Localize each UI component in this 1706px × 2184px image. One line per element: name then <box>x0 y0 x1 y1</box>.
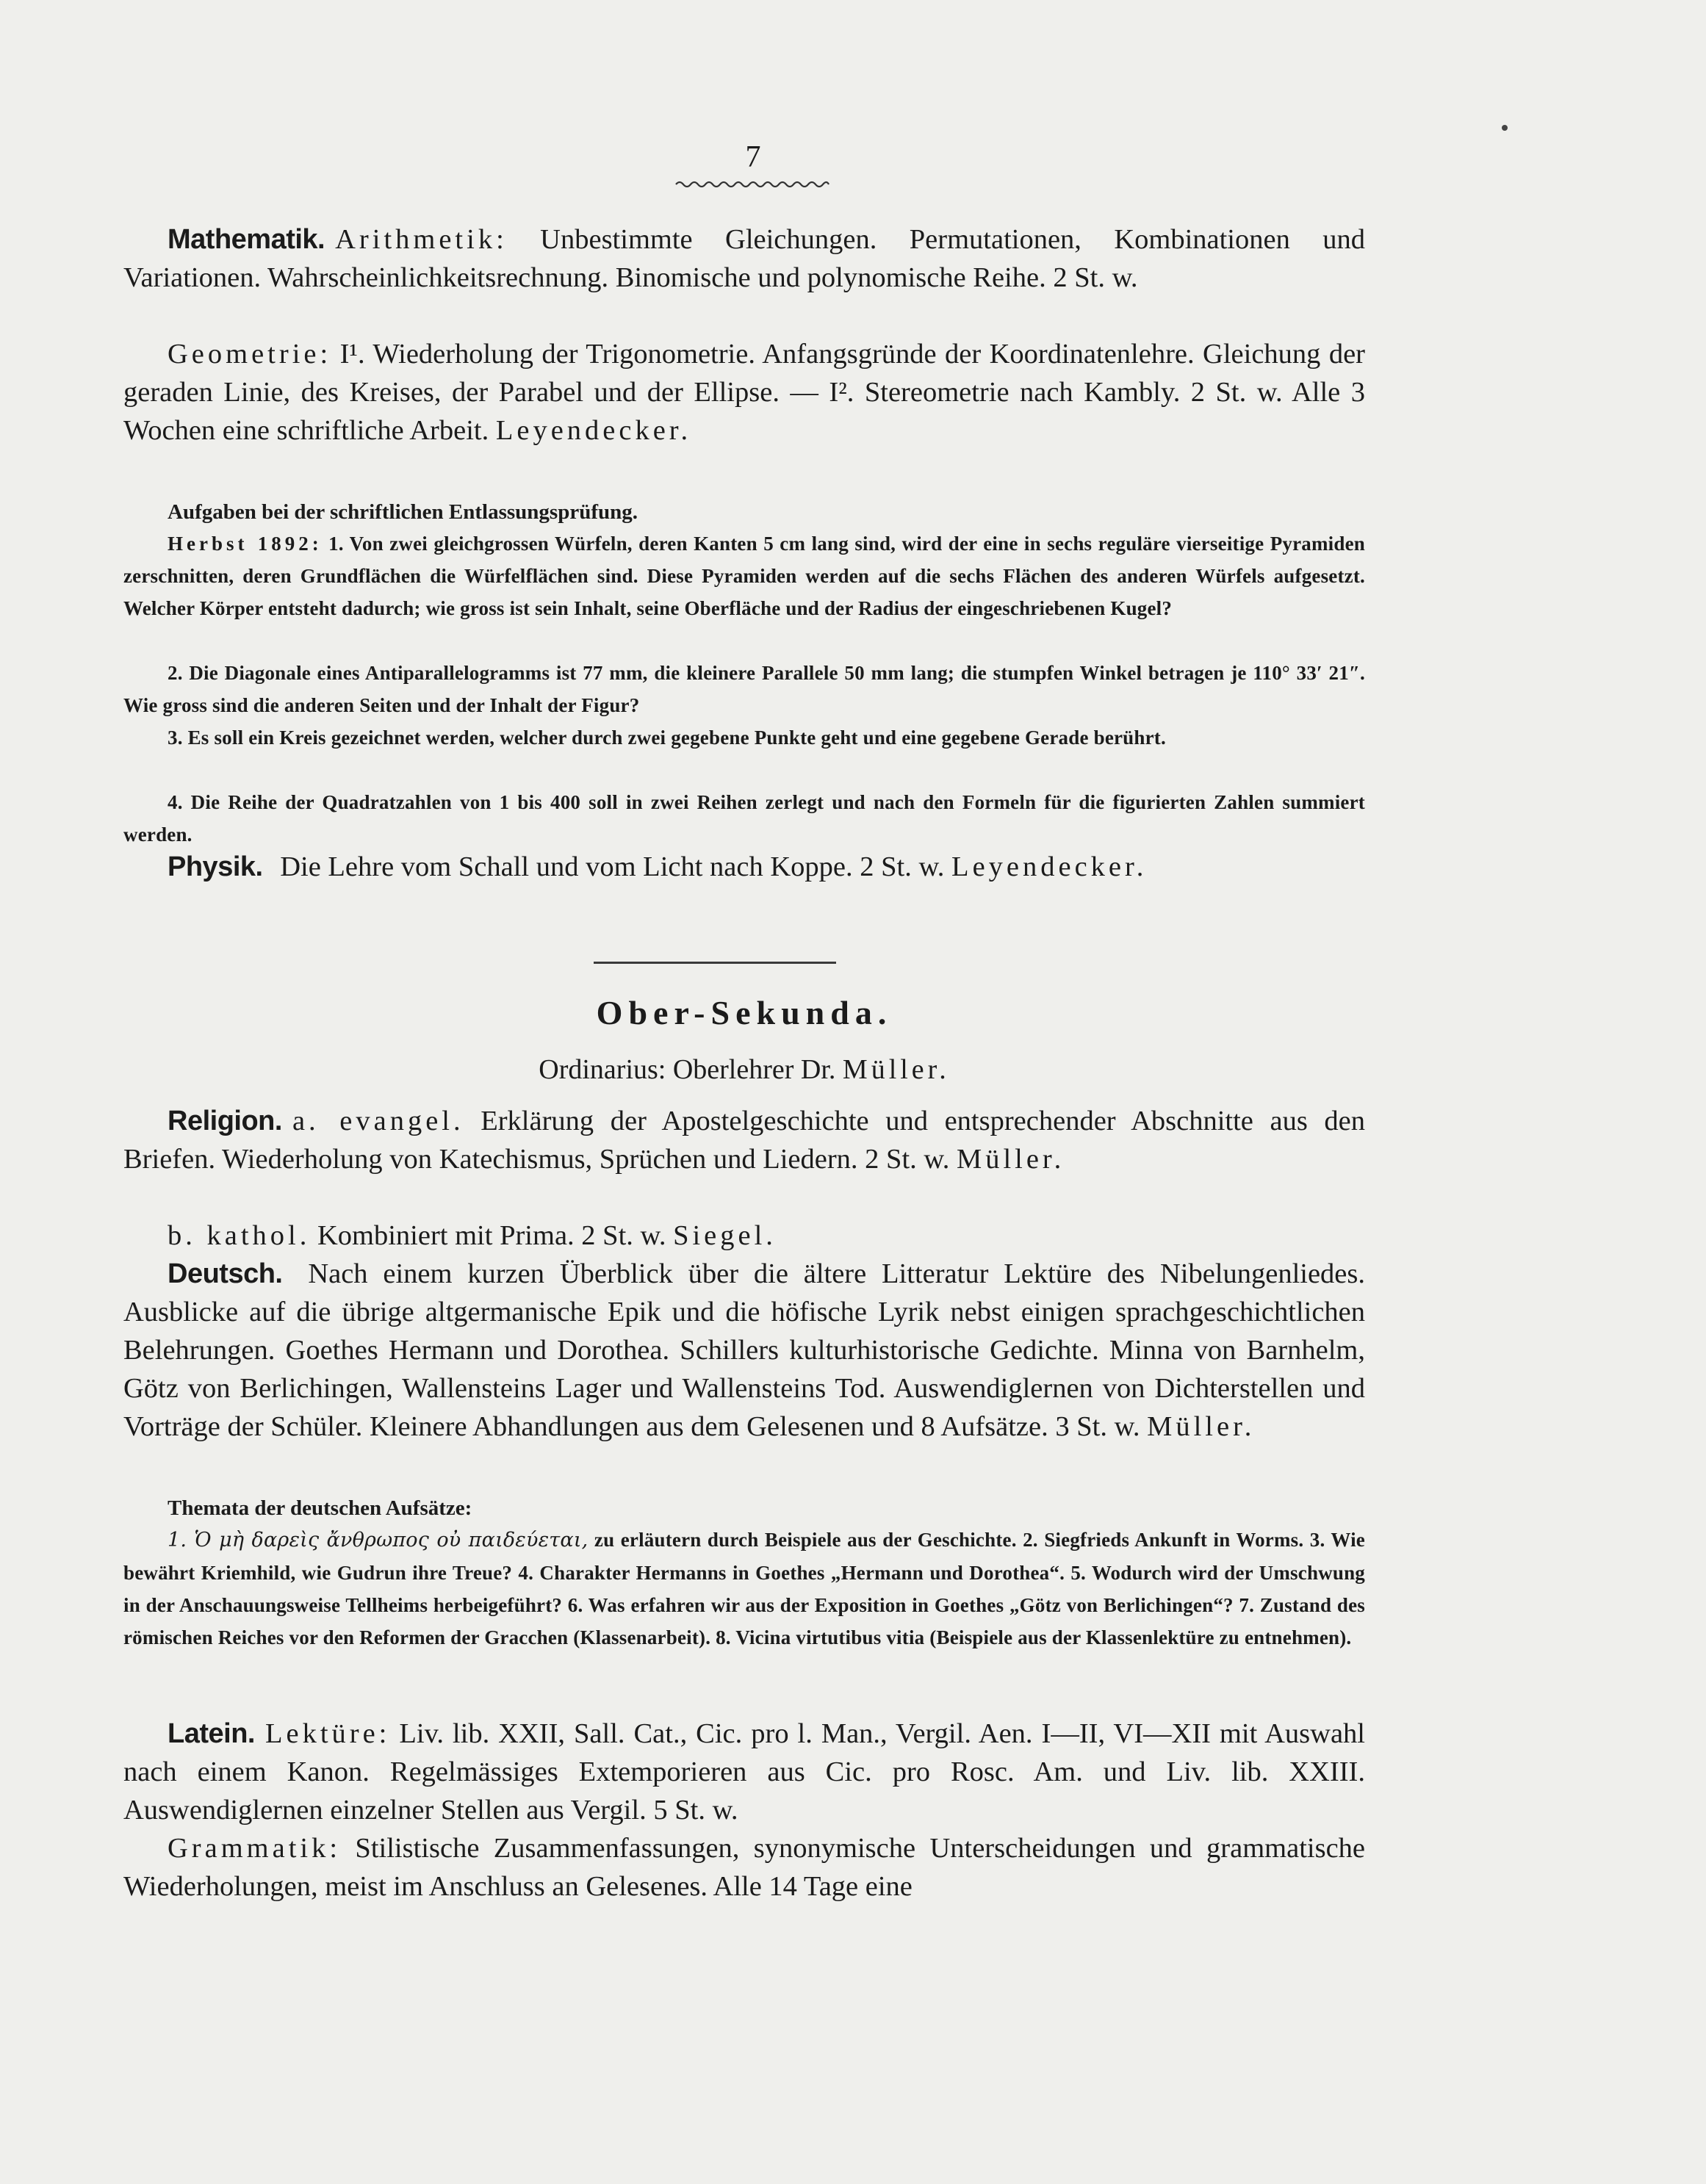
exam-task-1 <box>123 527 1365 624</box>
deutsch-text: Nach einem kurzen Überblick über die ältere Litteratur Lektüre des Nibelungenliedes. Ausblicke auf die übrige altgermanische Epik und die höfische Lyrik nebst einigen sprachgeschichtlichen Belehrungen. Goethes Hermann und Dorothea. Schillers kulturhistorische Gedichte. Minna von Barnhelm, Götz von Berlichingen, Wallensteins Lager und Wallensteins Tod. Auswendiglernen von Dichterstellen und Vorträge der Schüler. Kleinere Abhandlungen aus dem Gelesenen und 8 Aufsätze. 3 St. w. <box>123 1258 1365 1442</box>
latein-grammatik-paragraph <box>123 1829 1365 1906</box>
religion-kathol-label: b. kathol. <box>168 1220 311 1251</box>
themata-heading: Themata der deutschen Aufsätze: <box>168 1496 472 1520</box>
latein-gram-text: Stilistische Zusammenfassungen, synonymische Unterscheidungen und grammatische Wiederholungen, meist im Anschluss an Gelesenes. Alle 14 Tage eine <box>123 1833 1365 1902</box>
themata-text: zu erläutern durch Beispiele aus der Geschichte. 2. Siegfrieds Ankunft in Worms. 3. Wie bewährt Kriemhild, wie Gudrun ihre Treue? 4. Charakter Hermanns in Goethes „Hermann und Dorothea“. 5. Wodurch wird der Umschwung in der Anschauungsweise Tellheims herbeigeführt? 6. Was erfahren wir aus der Exposition in Goethes „Götz von Berlichingen“? 7. Zustand des römischen Reiches vor den Reformen der Gracchen (Klassenarbeit). 8. Vicina virtutibus vitia (Beispiele aus der Klassenlektüre zu entnehmen). <box>123 1529 1365 1648</box>
deutsch-teacher: Müller. <box>1147 1411 1256 1442</box>
ordinarius-name: Müller. <box>842 1054 950 1085</box>
religion-evang-teacher: Müller. <box>956 1144 1065 1175</box>
themata-list <box>123 1524 1365 1654</box>
deutsch-paragraph <box>123 1255 1365 1446</box>
physik-paragraph <box>123 848 1365 886</box>
latein-lekt-label: Lektüre: <box>264 1718 391 1749</box>
section-divider <box>594 962 836 964</box>
latein-lektuere-paragraph <box>123 1715 1365 1829</box>
math-heading: Mathematik. <box>168 224 325 255</box>
exam-task-4: 4. Die Reihe der Quadratzahlen von 1 bis 400 soll in zwei Reihen zerlegt und nach den Formeln für die figurierten Zahlen summiert werden. <box>123 791 1365 846</box>
religion-evangel-paragraph <box>123 1102 1365 1178</box>
religion-kathol-text: Kombiniert mit Prima. 2 St. w. <box>310 1220 666 1251</box>
physik-text: Die Lehre vom Schall und vom Licht nach Koppe. 2 St. w. <box>273 851 945 882</box>
religion-heading: Religion. <box>168 1106 282 1136</box>
exam-task-1-text: 1. Von zwei gleichgrossen Würfeln, deren Kanten 5 cm lang sind, wird der eine in sechs reguläre vierseitige Pyramiden zerschnitten, deren Grundflächen die Würfelflächen sind. Diese Pyramiden werden auf die sechs Flächen des anderen Würfels aufgesetzt. Welcher Körper entsteht dadurch; wie gross ist sein Inhalt, seine Oberfläche und der Radius der eingeschriebenen Kugel? <box>123 533 1365 619</box>
religion-kathol-paragraph <box>123 1217 1365 1255</box>
math-teacher: Leyendecker. <box>495 415 692 446</box>
religion-evang-text: Erklärung der Apostelgeschichte und entsprechender Abschnitte aus den Briefen. Wiederholung von Katechismus, Sprüchen und Liedern. 2 St. w. <box>123 1106 1365 1175</box>
exam-task-2: 2. Die Diagonale eines Antiparallelogramms ist 77 mm, die kleinere Parallele 50 mm lang; die stumpfen Winkel betragen je 110° 33′ 21″. Wie gross sind die anderen Seiten und der Inhalt der Figur? <box>123 662 1365 716</box>
physik-teacher: Leyendecker. <box>951 851 1148 882</box>
exam-heading: Aufgaben bei der schriftlichen Entlassungsprüfung. <box>168 500 638 524</box>
math-arith-label: Arithmetik: <box>335 224 508 255</box>
class-title: Ober-Sekunda. <box>596 994 893 1031</box>
latein-lekt-text: Liv. lib. XXII, Sall. Cat., Cic. pro l. Man., Vergil. Aen. I—II, VI—XII mit Auswahl nach einem Kanon. Regelmässiges Extemporieren aus Cic. pro Rosc. Am. und Liv. lib. XXIII. Auswendiglernen einzelner Stellen aus Vergil. 5 St. w. <box>123 1718 1365 1826</box>
exam-task-3: 3. Es soll ein Kreis gezeichnet werden, welcher durch zwei gegebene Punkte geht und eine gegebene Gerade berührt. <box>168 727 1166 749</box>
deutsch-heading: Deutsch. <box>168 1258 283 1289</box>
latein-heading: Latein. <box>168 1718 255 1749</box>
ordinarius-label: Ordinarius: Oberlehrer Dr. <box>539 1054 836 1085</box>
religion-kathol-teacher: Siegel. <box>673 1220 777 1251</box>
math-geometrie-paragraph <box>123 335 1365 450</box>
math-arith-text: Unbestimmte Gleichungen. Permutationen, Kombinationen und Variationen. Wahrscheinlichkeitsrechnung. Binomische und polynomische Reihe. 2 St. w. <box>123 224 1365 293</box>
exam-term: Herbst 1892: <box>168 533 323 555</box>
latein-gram-label: Grammatik: <box>168 1833 342 1864</box>
paper-speck <box>1502 125 1508 131</box>
math-geo-label: Geometrie: <box>168 339 332 370</box>
wavy-ornament <box>674 179 830 190</box>
religion-evang-label: a. evangel. <box>292 1106 464 1136</box>
math-arithmetik-paragraph <box>123 220 1365 297</box>
math-geo-text: I¹. Wiederholung der Trigonometrie. Anfangsgründe der Koordinatenlehre. Gleichung der geraden Linie, des Kreises, der Parabel und der Ellipse. — I². Stereometrie nach Kambly. 2 St. w. Alle 3 Wochen eine schriftliche Arbeit. <box>123 339 1365 446</box>
ordinarius-line <box>123 1053 1365 1086</box>
themata-greek-quote: 1. Ὁ μὴ δαρεὶς ἄνθρωπος οὐ παιδεύεται, <box>168 1529 589 1551</box>
physik-heading: Physik. <box>168 851 263 882</box>
page-number: 7 <box>745 140 761 174</box>
